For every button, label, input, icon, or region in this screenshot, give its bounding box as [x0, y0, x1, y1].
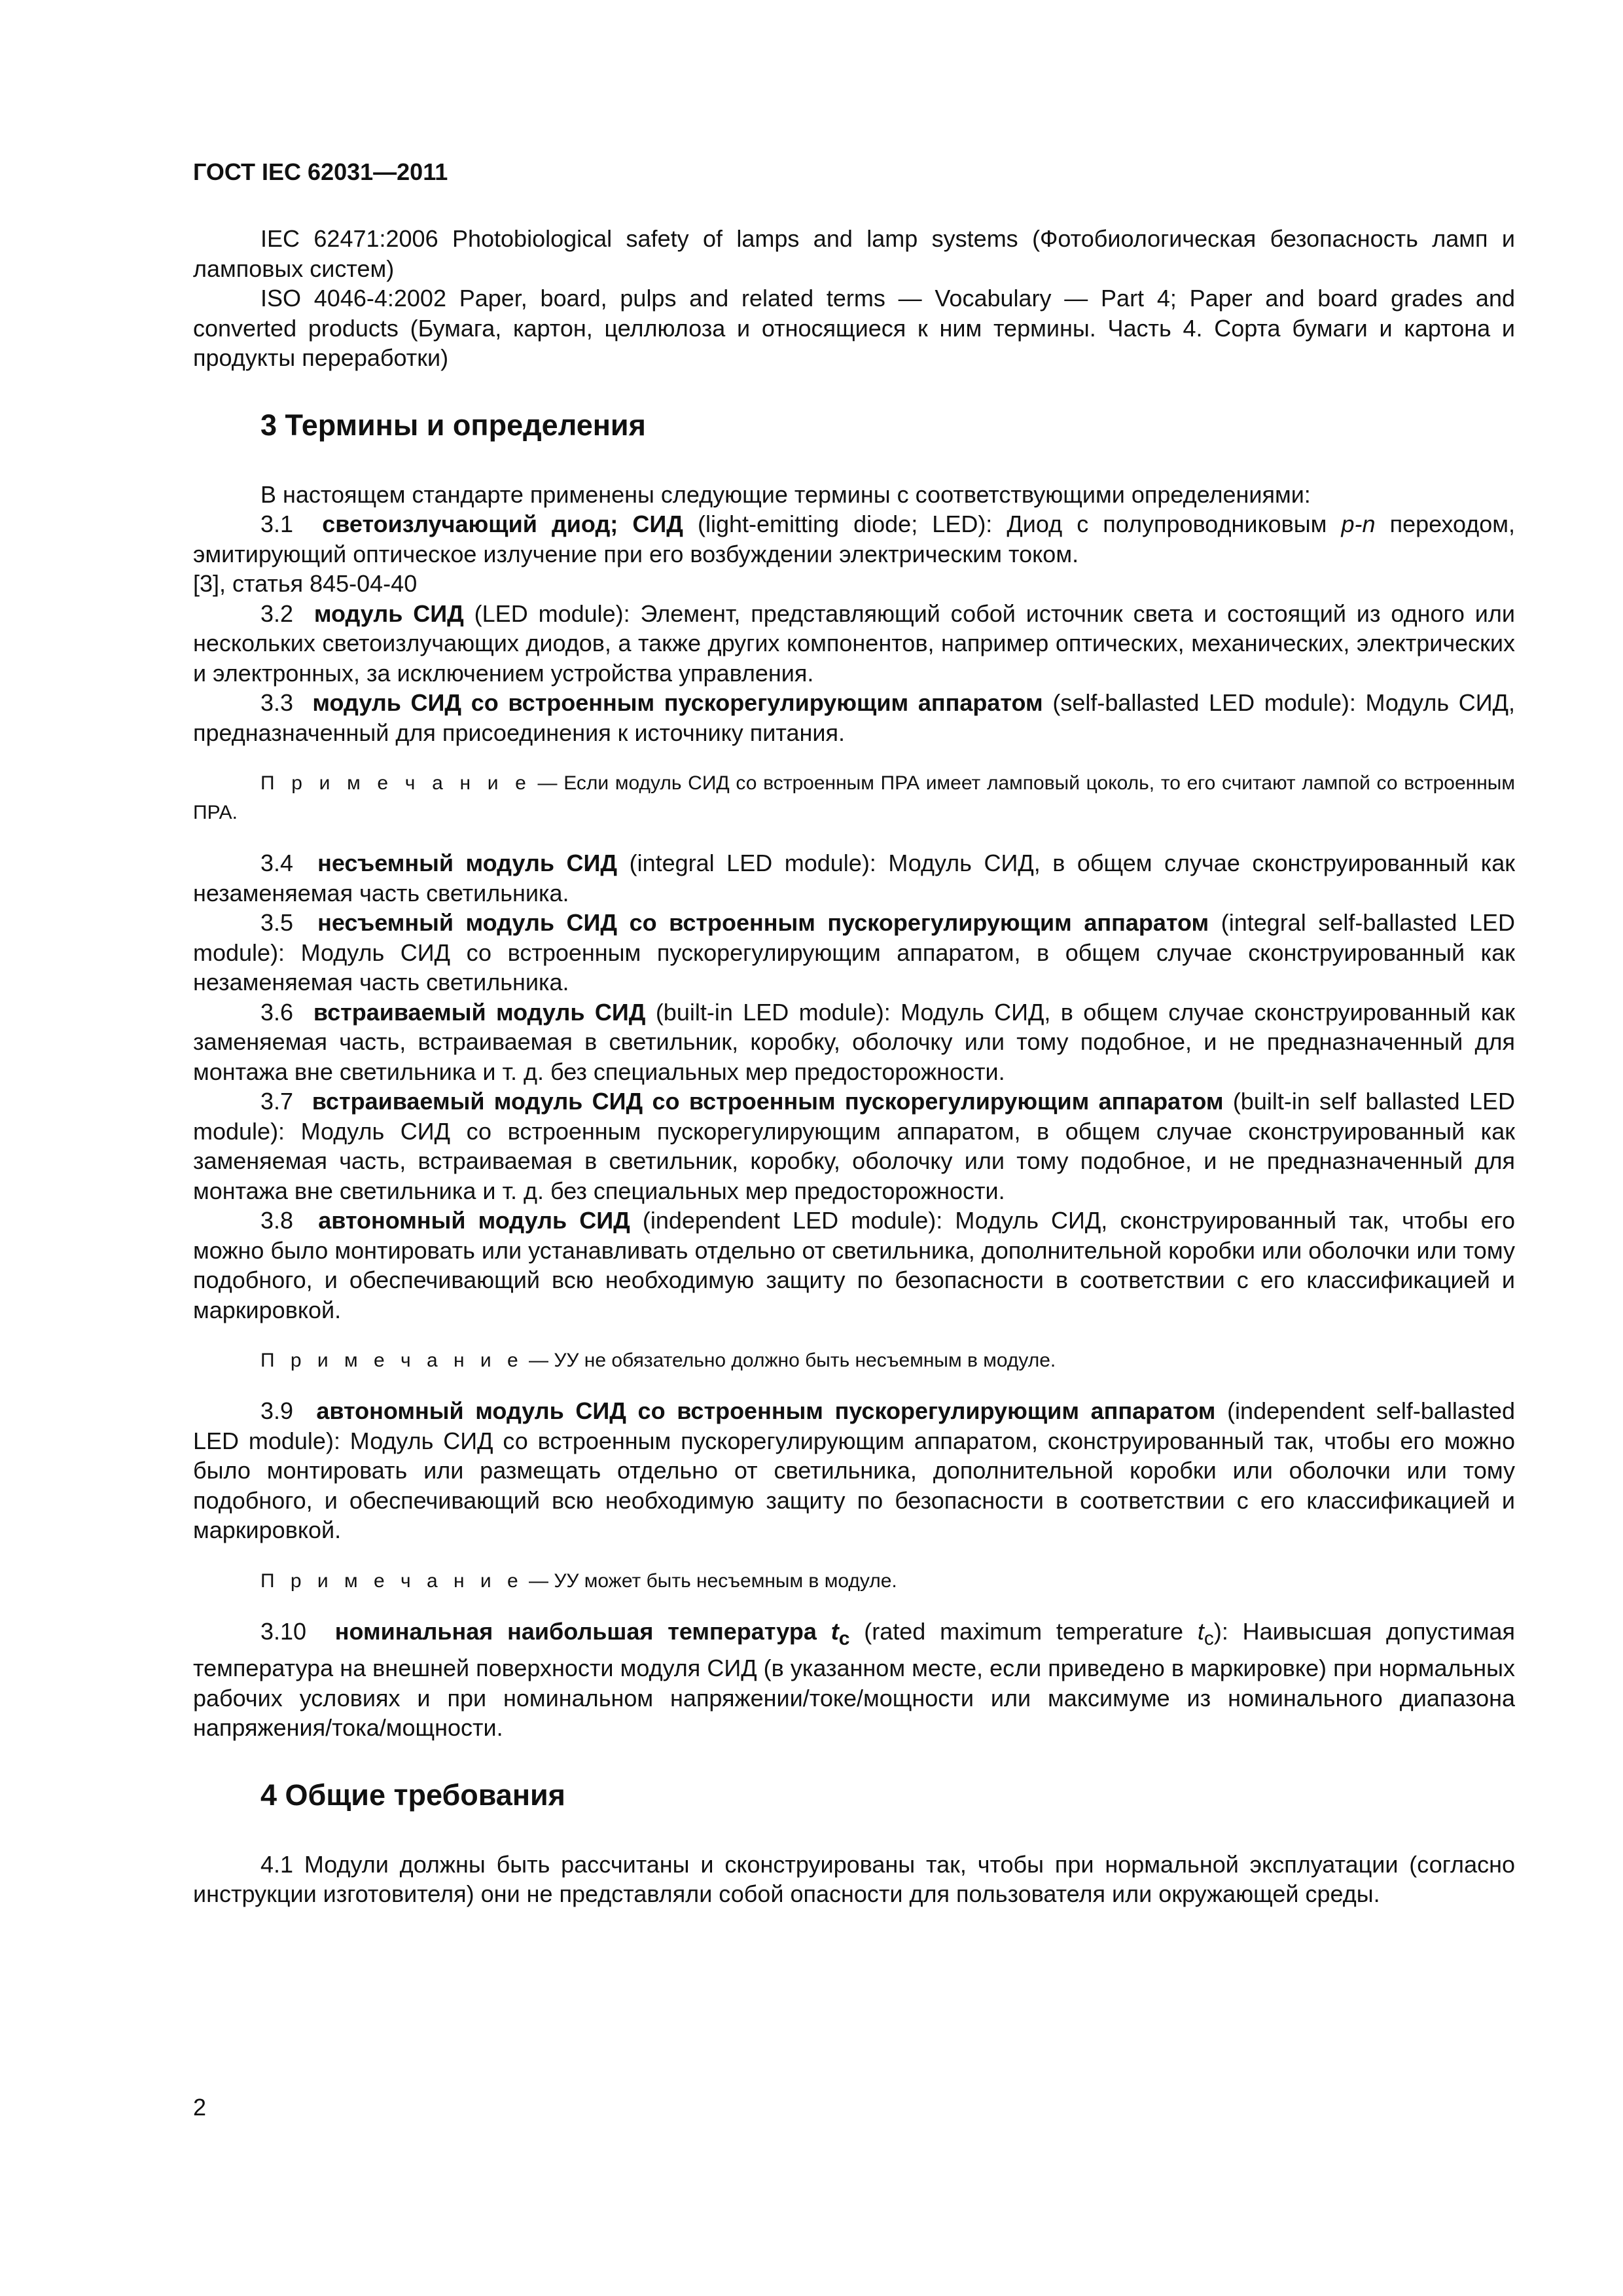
term-definition: ): Наивысшая допустимая температура на внешней поверхности модуля СИД (в указанном месте, если приведено в маркировке) при нормальных рабочих условиях и при номинальном напряжении/токе/мощности или максимуме из номинального диапазона напряжения/тока/мощности.: [193, 1617, 1516, 1742]
term-3-9: [193, 1396, 1515, 1545]
term-3-2: [193, 599, 1515, 689]
term-3-7: [193, 1086, 1515, 1206]
term-definition: (LED module): Элемент, представляющий собой источник света и состоящий из одного или нескольких светоизлучающих диодов, а также других компонентов, например оптических, механических, электрических и электронных, за исключением устройства управления.: [193, 600, 1516, 687]
section-3-title: 3 Термины и определения: [260, 408, 646, 442]
term-number: 3.6: [260, 998, 294, 1026]
term-name: номинальная наибольшая температура: [334, 1617, 817, 1645]
term-number: 3.3: [260, 689, 294, 716]
note-label: П р и м е ч а н и е: [260, 1570, 524, 1592]
term-definition: (integral LED module): Модуль СИД, в общем случае сконструированный как незаменяемая часть светильника.: [193, 850, 1516, 906]
term-definition: (built-in LED module): Модуль СИД, в общем случае сконструированный как заменяемая часть, встраиваемая в светильник, коробку, оболочку или тому подобное, и не предназначенный для монтажа вне светильника и т. д. без специальных мер предосторожности.: [193, 998, 1515, 1085]
term-symbol-2-subscript: c: [1204, 1627, 1214, 1649]
clause-4-1: 4.1 Модули должны быть рассчитаны и сконструированы так, чтобы при нормальной эксплуатации (согласно инструкции изготовителя) они не представляли собой опасности для пользователя или окружающей среды.: [193, 1850, 1515, 1908]
term-3-3: [193, 688, 1515, 747]
term-number: 3.1: [260, 511, 294, 537]
term-definition: (light-emitting diode; LED): Диод с полупроводниковым: [683, 511, 1342, 537]
term-definition-lead: (rated maximum temperature: [849, 1617, 1198, 1645]
term-name: автономный модуль СИД со встроенным пускорегулирующим аппаратом: [316, 1397, 1216, 1424]
term-number: 3.7: [260, 1088, 294, 1115]
note-3-9: [193, 1566, 1515, 1596]
section-3-intro: В настоящем стандарте применены следующие термины с соответствующими определениями:: [260, 480, 1311, 508]
note-label: П р и м е ч а н и е: [260, 1350, 524, 1371]
document-page: [193, 157, 1515, 1909]
term-definition: (self-ballasted LED module): Модуль СИД, предназначенный для присоединения к источнику питания.: [193, 689, 1515, 746]
term-3-4: [193, 848, 1515, 908]
term-name: модуль СИД: [313, 600, 464, 627]
section-4-title: 4 Общие требования: [260, 1778, 565, 1812]
note-label: П р и м е ч а н и е: [260, 772, 531, 794]
reference-iec-62471: IEC 62471:2006 Photobiological safety of lamps and lamp systems (Фотобиологическая безопасность ламп и ламповых систем): [193, 225, 1515, 282]
document-header: ГОСТ IEC 62031—2011: [193, 158, 448, 185]
term-name: автономный модуль СИД: [318, 1207, 630, 1234]
term-symbol-2: t: [1197, 1617, 1204, 1645]
term-symbol: t: [830, 1617, 839, 1645]
term-number: 3.2: [260, 600, 294, 627]
note-text: — УУ может быть несъемным в модуле.: [523, 1570, 897, 1592]
term-number: 3.4: [260, 850, 294, 876]
term-definition: (integral self-ballasted LED module): Модуль СИД со встроенным пускорегулирующим аппаратом, в общем случае сконструированный как незаменяемая часть светильника.: [193, 909, 1515, 996]
term-definition: (independent LED module): Модуль СИД, сконструированный так, чтобы его можно было монтировать или устанавливать отдельно от светильника, дополнительной коробки или оболочки или тому подобного, и обеспечивающий всю необходимую защиту по безопасности в соответствии с его классификацией и маркировкой.: [193, 1207, 1515, 1323]
term-3-1-source: [3], статья 845-04-40: [193, 570, 418, 597]
term-3-1: [193, 509, 1515, 569]
term-name: светоизлучающий диод; СИД: [322, 511, 683, 537]
term-3-10: [193, 1617, 1515, 1743]
term-pn: p-n: [1341, 511, 1376, 537]
term-3-8: [193, 1206, 1515, 1325]
note-3-8: [193, 1346, 1515, 1375]
term-number: 3.8: [260, 1207, 294, 1234]
note-text: — Если модуль СИД со встроенным ПРА имеет ламповый цоколь, то его считают лампой со встроенным ПРА.: [193, 772, 1515, 823]
term-definition: (built-in self ballasted LED module): Модуль СИД со встроенным пускорегулирующим аппаратом, в общем случае сконструированный как заменяемая часть, встраиваемая в светильник, коробку, оболочку или тому подобное, и не предназначенный для монтажа вне светильника и т. д. без специальных мер предосторожности.: [193, 1088, 1515, 1204]
term-name: встраиваемый модуль СИД: [313, 998, 646, 1026]
term-definition-end: переходом, эмитирующий оптическое излучение при его возбуждении электрическим током.: [193, 511, 1516, 567]
term-name: несъемный модуль СИД со встроенным пускорегулирующим аппаратом: [317, 909, 1209, 936]
note-3-3: [193, 768, 1515, 827]
term-name: встраиваемый модуль СИД со встроенным пускорегулирующим аппаратом: [312, 1088, 1224, 1115]
term-number: 3.5: [260, 909, 294, 936]
term-number: 3.9: [260, 1397, 294, 1424]
term-3-6: [193, 997, 1515, 1087]
term-name: модуль СИД со встроенным пускорегулирующим аппаратом: [312, 689, 1043, 716]
term-3-5: [193, 908, 1515, 997]
term-symbol-subscript: c: [838, 1627, 850, 1649]
reference-iso-4046-4: ISO 4046-4:2002 Paper, board, pulps and related terms — Vocabulary — Part 4; Paper and board grades and converted products (Бумага, картон, целлюлоза и относящиеся к ним термины. Часть 4. Сорта бумаги и картона и продукты переработки): [193, 285, 1515, 371]
note-text: — УУ не обязательно должно быть несъемным в модуле.: [523, 1350, 1056, 1371]
term-definition: (independent self-ballasted LED module): Модуль СИД со встроенным пускорегулирующим аппаратом, сконструированный так, чтобы его можно было монтировать или размещать отдельно от светильника, дополнительной коробки или оболочки или тому подобного, и обеспечивающий всю необходимую защиту по безопасности в соответствии с его классификацией и маркировкой.: [193, 1397, 1515, 1543]
term-name: несъемный модуль СИД: [317, 850, 618, 876]
term-number: 3.10: [260, 1617, 307, 1645]
page-number: 2: [193, 2094, 207, 2121]
